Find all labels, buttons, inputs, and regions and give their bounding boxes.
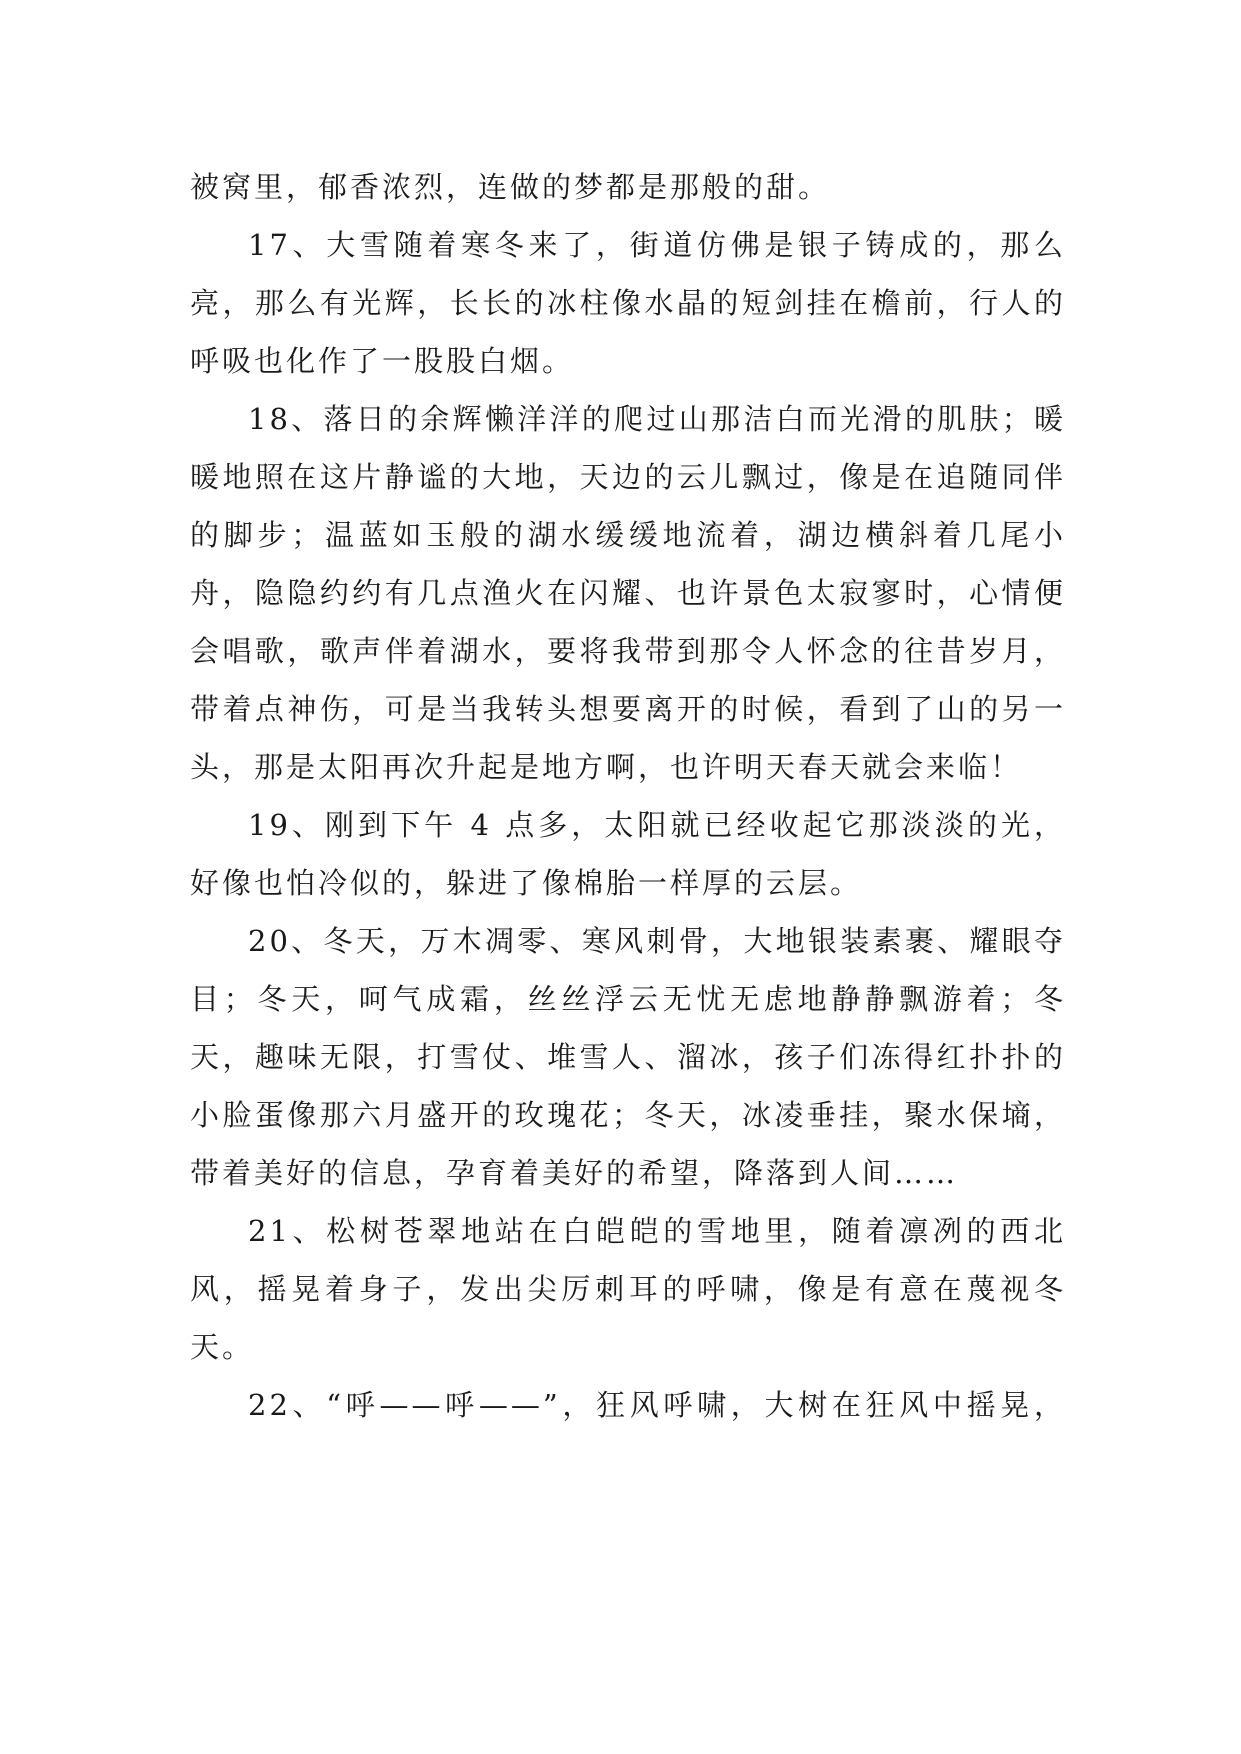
paragraph-21: 21、松树苍翠地站在白皑皑的雪地里，随着凛冽的西北风，摇晃着身子，发出尖厉刺耳的呼啸，像是有意在蔑视冬天。	[190, 1214, 1066, 1364]
paragraph-continued: 被窝里，郁香浓烈，连做的梦都是那般的甜。	[190, 170, 831, 204]
paragraph-19: 19、刚到下午 4 点多，太阳就已经收起它那淡淡的光，好像也怕冷似的，躲进了像棉胎一样厚的云层。	[190, 808, 1066, 900]
paragraph-18: 18、落日的余辉懒洋洋的爬过山那洁白而光滑的肌肤；暖暖地照在这片静谧的大地，天边的云儿飘过，像是在追随同伴的脚步；温蓝如玉般的湖水缓缓地流着，湖边横斜着几尾小舟，隐隐约约有几点渔火在闪耀、也许景色太寂寥时，心情便会唱歌，歌声伴着湖水，要将我带到那令人怀念的往昔岁月，带着点神伤，可是当我转头想要离开的时候，看到了山的另一头，那是太阳再次升起是地方啊，也许明天春天就会来临！	[190, 402, 1066, 784]
paragraph-17: 17、大雪随着寒冬来了，街道仿佛是银子铸成的，那么亮，那么有光辉，长长的冰柱像水晶的短剑挂在檐前，行人的呼吸也化作了一股股白烟。	[190, 228, 1066, 378]
paragraph-20: 20、冬天，万木凋零、寒风刺骨，大地银装素裹、耀眼夺目；冬天，呵气成霜，丝丝浮云无忧无虑地静静飘游着；冬天，趣味无限，打雪仗、堆雪人、溜冰，孩子们冻得红扑扑的小脸蛋像那六月盛开的玫瑰花；冬天，冰凌垂挂，聚水保墒，带着美好的信息，孕育着美好的希望，降落到人间……	[190, 924, 1066, 1190]
document-body	[190, 158, 1066, 1434]
paragraph-22: 22、“呼——呼——”，狂风呼啸，大树在狂风中摇晃，	[248, 1388, 1066, 1422]
